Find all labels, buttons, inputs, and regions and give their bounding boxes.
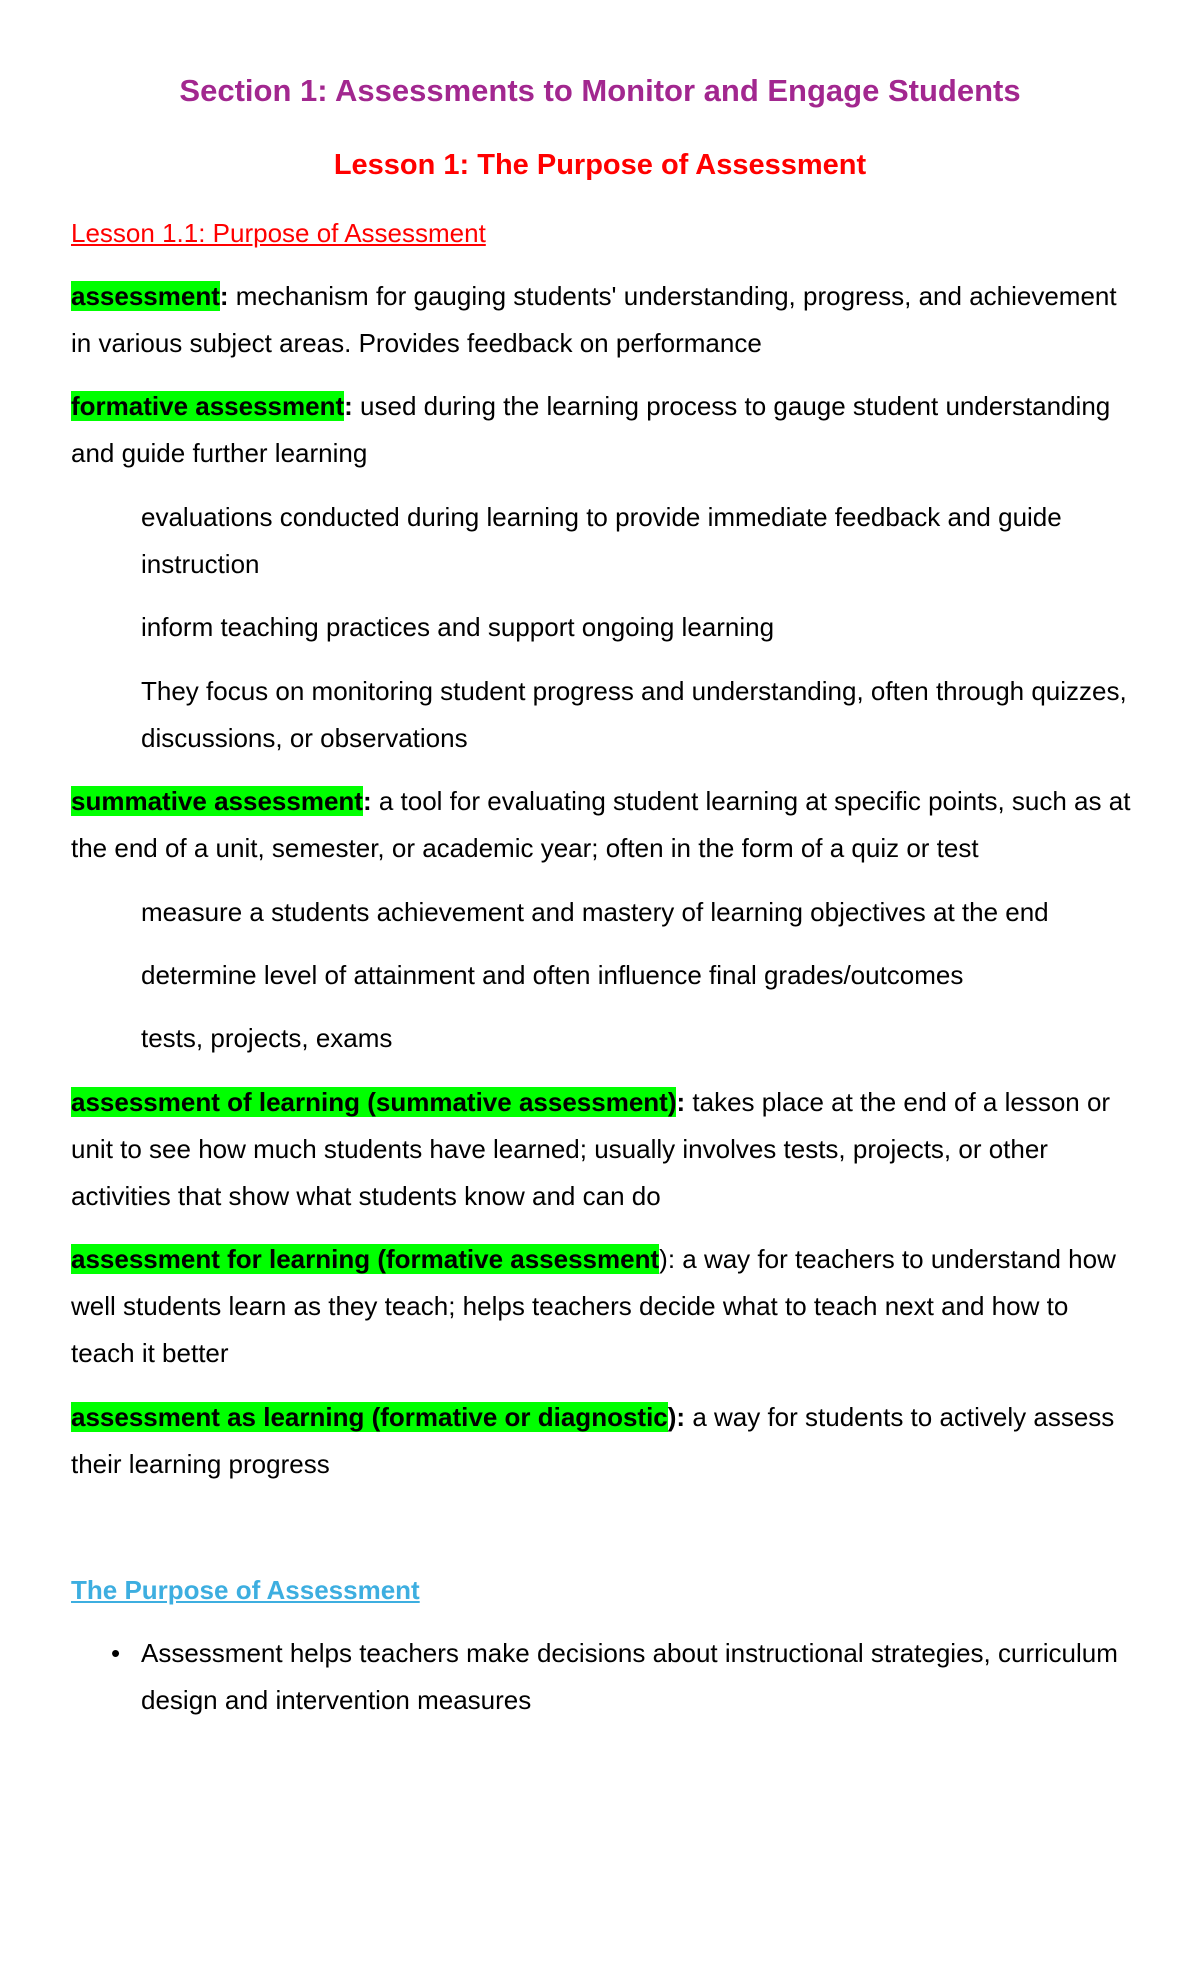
bullet-text: Assessment helps teachers make decisions about instructional strategies, curriculum design and intervention measures	[141, 1638, 1118, 1715]
definition-assessment-for-learning	[71, 1236, 1136, 1377]
note: evaluations conducted during learning to provide immediate feedback and guide instruction	[141, 502, 1062, 579]
purpose-heading: The Purpose of Assessment	[71, 1575, 420, 1605]
subsection-title: Lesson 1.1: Purpose of Assessment	[71, 218, 486, 248]
term-punct: :	[676, 1087, 686, 1117]
term: formative assessment	[71, 391, 345, 421]
definition-assessment	[71, 273, 1136, 367]
bullet-item	[111, 1630, 1141, 1724]
bullet-icon: •	[111, 1638, 121, 1668]
definition-text: a way for students to actively assess their learning progress	[71, 1402, 1115, 1479]
note: determine level of attainment and often influence final grades/outcomes	[141, 960, 964, 990]
definition-text: takes place at the end of a lesson or unit to see how much students have learned; usually involves tests, projects, or other activities that show what students know and can do	[71, 1087, 1111, 1211]
note: measure a students achievement and mastery of learning objectives at the end	[141, 897, 1049, 927]
term: assessment	[71, 281, 220, 311]
definition-assessment-of-learning	[71, 1079, 1136, 1220]
term: summative assessment	[71, 786, 363, 816]
term: assessment of learning (summative assessment)	[71, 1087, 677, 1117]
term-punct: :	[344, 391, 353, 421]
lesson-title: Lesson 1: The Purpose of Assessment	[333, 149, 867, 181]
term: assessment as learning (formative or diagnostic	[71, 1402, 668, 1432]
term-punct: :	[362, 786, 372, 816]
definition-text: a tool for evaluating student learning at specific points, such as at the end of a unit, semester, or academic year; often in the form of a quiz or test	[71, 786, 1131, 863]
term-punct: :	[219, 281, 229, 311]
term: assessment for learning (formative assessment	[71, 1244, 660, 1274]
definition-text: mechanism for gauging students' understanding, progress, and achievement in various subject areas. Provides feedback on performance	[71, 281, 1117, 358]
section-title: Section 1: Assessments to Monitor and Engage Students	[179, 73, 1021, 108]
definition-text: used during the learning process to gauge student understanding and guide further learning	[71, 391, 1111, 468]
note: They focus on monitoring student progress and understanding, often through quizzes, discussions, or observations	[141, 676, 1127, 753]
definition-text: : a way for teachers to understand how well students learn as they teach; helps teachers decide what to teach next and how to teach it better	[71, 1244, 1116, 1368]
term-punct: )	[659, 1244, 668, 1274]
definition-assessment-as-learning	[71, 1394, 1136, 1488]
note: tests, projects, exams	[141, 1023, 393, 1053]
note: inform teaching practices and support ongoing learning	[141, 612, 775, 642]
term-punct: ):	[667, 1402, 686, 1432]
definition-formative	[71, 383, 1136, 477]
definition-summative	[71, 778, 1136, 872]
